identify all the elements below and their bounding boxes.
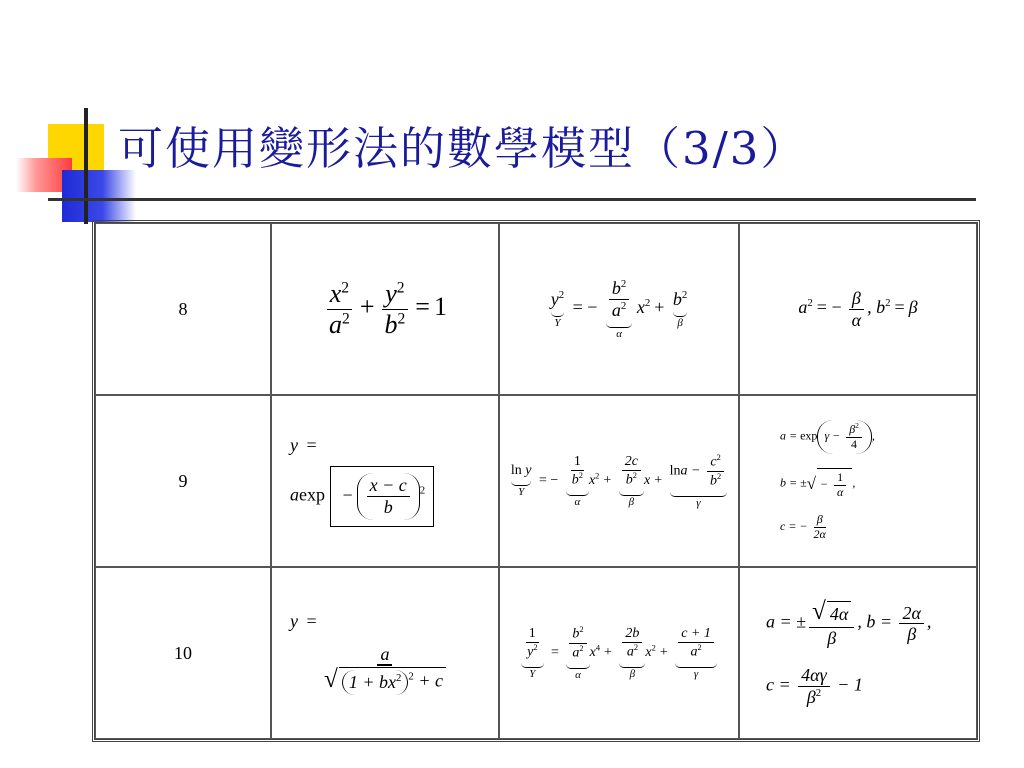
transform-formula: $y^2$ Y = − $\frac{b^2}{a^2}$ α $x^2$ + $b^2$ β bbox=[499, 223, 739, 395]
model-formula: y = a √ $1 + bx^2$ $^2$ + c bbox=[271, 567, 499, 739]
model-formula bbox=[271, 223, 499, 395]
row-number: 9 bbox=[95, 395, 271, 567]
table-row bbox=[95, 395, 977, 567]
table-row bbox=[95, 223, 977, 395]
logo-blue-square bbox=[62, 170, 136, 222]
model-formula: y = aexp − $\frac{x - c}{b}$ $^2$ bbox=[271, 395, 499, 567]
row-number: 10 bbox=[95, 567, 271, 739]
label-alpha: α bbox=[616, 327, 623, 340]
row-number: 8 bbox=[95, 223, 271, 395]
label-Y: Y bbox=[529, 667, 536, 680]
title-underline bbox=[48, 198, 976, 201]
parameter-formula: a = exp γ − $\frac{\beta^2}{4}$ , b = ± √ − $\frac{1}{\alpha}$ , c = − $\frac{\beta}{2\alpha}$ bbox=[739, 395, 977, 567]
label-beta: β bbox=[629, 667, 636, 680]
label-gamma: γ bbox=[696, 496, 701, 509]
label-alpha: α bbox=[575, 668, 581, 681]
transform-formula: $\frac{1}{y^2}$ Y = $\frac{b^2}{a^2}$ α $x^4$ + $\frac{2b}{a^2}$ β $x^2$ + $\frac{c + 1}{a^2}$ γ bbox=[499, 567, 739, 739]
parameter-formula: a = ± √ 4α β , b = $\frac{2\alpha}{\beta}$ , c = $\frac{4\alpha\gamma}{\beta^2}$ − 1 bbox=[739, 567, 977, 739]
label-alpha: α bbox=[574, 495, 581, 508]
transform-formula: ln y Y = − $\frac{1}{b^2}$ α $x^2$ + $\frac{2c}{b^2}$ β x + lna − $\frac{c^2}{b^2}$ γ bbox=[499, 395, 739, 567]
ellipse-equation: $\frac{x^2}{a^2}$ + $\frac{y^2}{b^2}$ = 1 bbox=[323, 292, 447, 321]
models-table bbox=[92, 220, 980, 742]
label-Y: Y bbox=[554, 316, 561, 329]
label-gamma: γ bbox=[693, 667, 699, 680]
table-row bbox=[95, 567, 977, 739]
slide-title: 可使用變形法的數學模型（3/3） bbox=[118, 122, 808, 175]
label-Y: Y bbox=[518, 486, 525, 499]
label-beta: β bbox=[677, 316, 683, 329]
label-beta: β bbox=[628, 495, 635, 508]
logo-vertical-line bbox=[84, 108, 88, 224]
parameter-formula: $a^2$ = − $\frac{\beta}{\alpha}$ , $b^2 = \beta$ bbox=[739, 223, 977, 395]
